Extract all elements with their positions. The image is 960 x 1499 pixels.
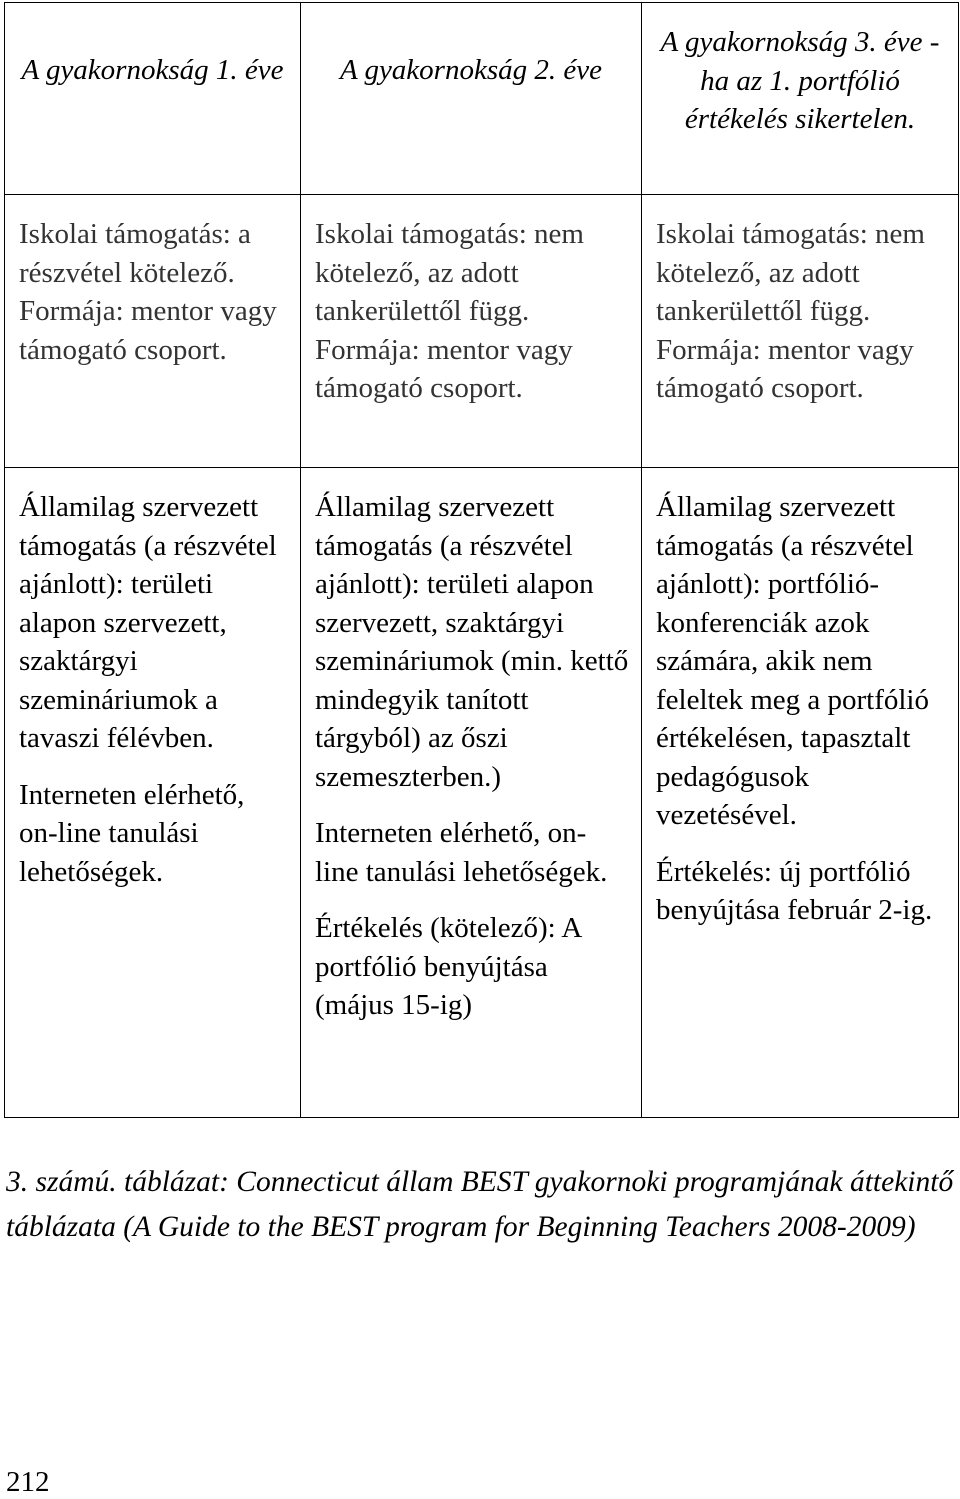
school-support-year-3-text: Iskolai támogatás: nem kötelező, az adott tankerülettől függ. Formája: mentor vagy támogató csoport.: [656, 218, 925, 404]
school-support-year-2-text: Iskolai támogatás: nem kötelező, az adott tankerülettől függ. Formája: mentor vagy támogató csoport.: [315, 218, 584, 404]
header-cell-year-2: [301, 3, 642, 195]
school-support-cell-year-3: [642, 195, 959, 468]
page-number: 212: [6, 1466, 50, 1498]
overview-table: [4, 2, 959, 1118]
state-support-cell-year-3: [642, 468, 959, 1118]
header-row: [5, 3, 959, 195]
state-support-year-2-online: Interneten elérhető, on-line tanulási lehetőségek.: [315, 817, 608, 888]
state-support-year-1-online: Interneten elérhető, on-line tanulási lehetőségek.: [19, 778, 245, 888]
school-support-year-1-text: Iskolai támogatás: a részvétel kötelező. Formája: mentor vagy támogató csoport.: [19, 218, 277, 366]
state-support-row: [5, 468, 959, 1118]
header-cell-year-1: [5, 3, 301, 195]
header-year-1-text: A gyakornokság 1. éve: [21, 54, 284, 86]
state-support-year-3-evaluation: Értékelés: új portfólió benyújtása február 2-ig.: [656, 855, 933, 926]
school-support-cell-year-2: [301, 195, 642, 468]
school-support-row: [5, 195, 959, 468]
school-support-cell-year-1: [5, 195, 301, 468]
state-support-year-2-evaluation: Értékelés (kötelező): A portfólió benyújtása (május 15-ig): [315, 912, 581, 1021]
header-cell-year-3: [642, 3, 959, 195]
state-support-cell-year-1: [5, 468, 301, 1118]
header-year-3-text: A gyakornokság 3. éve - ha az 1. portfólió értékelés sikertelen.: [660, 26, 940, 135]
table-caption: 3. számú. táblázat: Connecticut állam BEST gyakornoki programjának áttekintő táblázata (A Guide to the BEST program for Beginning Teachers 2008-2009): [6, 1166, 954, 1243]
state-support-year-3-conferences: Államilag szervezett támogatás (a részvétel ajánlott): portfólió-konferenciák azok számára, akik nem feleltek meg a portfólió értékelésen, tapasztalt pedagógusok vezetésével.: [656, 491, 929, 831]
state-support-cell-year-2: [301, 468, 642, 1118]
state-support-year-2-seminars: Államilag szervezett támogatás (a részvétel ajánlott): területi alapon szervezett, szaktárgyi szemináriumok (min. kettő mindegyik tanított tárgyból) az őszi szemeszterben.): [315, 491, 629, 793]
header-year-2-text: A gyakornokság 2. éve: [340, 54, 602, 86]
state-support-year-1-seminars: Államilag szervezett támogatás (a részvétel ajánlott): területi alapon szervezett, szaktárgyi szemináriumok a tavaszi félévben.: [19, 491, 277, 754]
